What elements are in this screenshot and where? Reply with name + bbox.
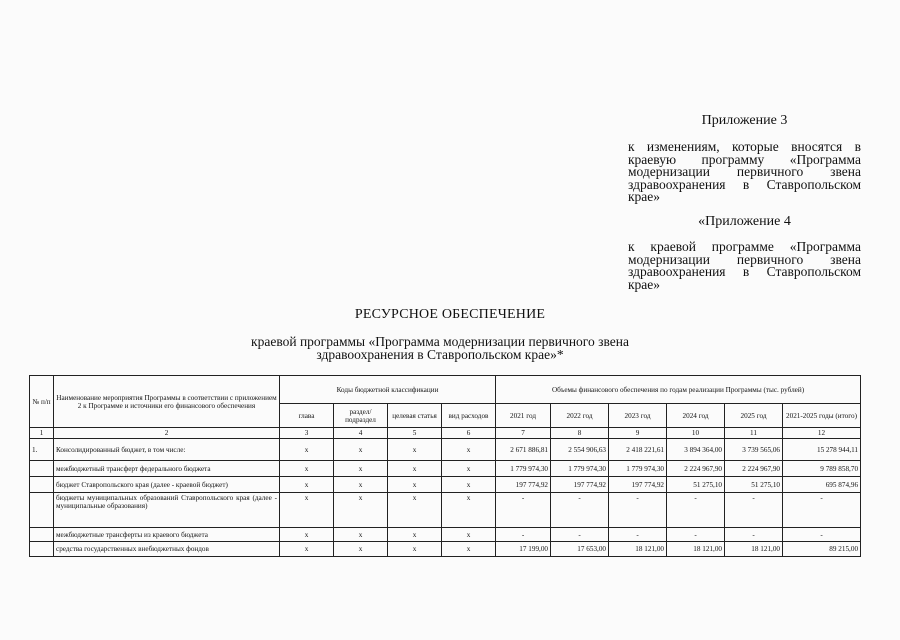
col-num: 3 <box>280 428 334 439</box>
row-value: - <box>551 493 609 528</box>
col-num: 8 <box>551 428 609 439</box>
row-code: х <box>388 542 442 557</box>
row-name: бюджеты муниципальных образований Ставропольского края (далее - муниципальные образования) <box>54 493 280 528</box>
row-value: 2 554 906,63 <box>551 439 609 461</box>
row-value: 197 774,92 <box>609 477 667 493</box>
row-code: х <box>388 461 442 477</box>
row-value: 18 121,00 <box>609 542 667 557</box>
row-num: 1. <box>30 439 54 461</box>
row-code: х <box>442 542 496 557</box>
subtitle-line-2: здравоохранения в Ставропольском крае»* <box>316 347 564 362</box>
row-code: х <box>388 439 442 461</box>
row-value: - <box>609 493 667 528</box>
row-value: - <box>551 528 609 542</box>
column-number-row <box>30 428 861 439</box>
row-num <box>30 493 54 528</box>
col-num: 1 <box>30 428 54 439</box>
row-code: х <box>334 528 388 542</box>
appendix-title: Приложение 3 <box>701 113 788 128</box>
table-row <box>30 528 861 542</box>
row-value: 197 774,92 <box>496 477 551 493</box>
row-code: х <box>442 477 496 493</box>
row-value: 2 224 967,90 <box>725 461 783 477</box>
header-row-top <box>30 376 861 404</box>
row-code: х <box>388 528 442 542</box>
document-title: РЕСУРСНОЕ ОБЕСПЕЧЕНИЕ <box>354 307 546 322</box>
row-code: х <box>280 542 334 557</box>
header-sub: 2021-2025 годы (итого) <box>783 404 861 428</box>
row-value: 17 653,00 <box>551 542 609 557</box>
row-name: межбюджетный трансферт федерального бюджета <box>54 461 280 477</box>
row-value: 3 894 364,00 <box>667 439 725 461</box>
header-name: Наименование мероприятия Программы в соответствии с приложением 2 к Программе и источники его финансового обеспечения <box>54 376 280 428</box>
row-name: межбюджетные трансферты из краевого бюджета <box>54 528 280 542</box>
col-num: 4 <box>334 428 388 439</box>
row-code: х <box>334 461 388 477</box>
row-value: 2 224 967,90 <box>667 461 725 477</box>
row-code: х <box>334 439 388 461</box>
row-value: - <box>496 493 551 528</box>
row-value: 1 779 974,30 <box>551 461 609 477</box>
row-value: 1 779 974,30 <box>496 461 551 477</box>
row-name: Консолидированный бюджет, в том числе: <box>54 439 280 461</box>
row-value: 51 275,10 <box>725 477 783 493</box>
table-row <box>30 493 861 528</box>
row-code: х <box>334 477 388 493</box>
row-code: х <box>334 493 388 528</box>
row-value: 1 779 974,30 <box>609 461 667 477</box>
row-num <box>30 542 54 557</box>
row-value: 18 121,00 <box>725 542 783 557</box>
subtitle-line-1: краевой программы «Программа модернизации первичного звена <box>251 334 629 349</box>
col-num: 5 <box>388 428 442 439</box>
header-sub: 2021 год <box>496 404 551 428</box>
table-row <box>30 542 861 557</box>
header-volumes: Объемы финансового обеспечения по годам реализации Программы (тыс. рублей) <box>496 376 861 404</box>
header-sub: 2024 год <box>667 404 725 428</box>
appendix-subtext: к краевой программе «Программа модернизации первичного звена здравоохранения в Ставропольском крае» <box>628 239 861 292</box>
header-sub: вид расходов <box>442 404 496 428</box>
appendix-subtitle: «Приложение 4 <box>698 214 791 229</box>
row-code: х <box>388 493 442 528</box>
header-sub: целевая статья <box>388 404 442 428</box>
appendix-text: к изменениям, которые вносятся в краевую программу «Программа модернизации первичного звена здравоохранения в Ставропольском крае» <box>628 139 861 204</box>
row-value: 17 199,00 <box>496 542 551 557</box>
row-code: х <box>442 493 496 528</box>
header-sub: 2025 год <box>725 404 783 428</box>
row-value: 89 215,00 <box>783 542 861 557</box>
row-value: 51 275,10 <box>667 477 725 493</box>
col-num: 7 <box>496 428 551 439</box>
row-code: х <box>334 542 388 557</box>
row-code: х <box>280 439 334 461</box>
col-num: 11 <box>725 428 783 439</box>
header-codes: Коды бюджетной классификации <box>280 376 496 404</box>
document-subtitle <box>220 335 660 361</box>
row-code: х <box>442 461 496 477</box>
row-value: 9 789 858,70 <box>783 461 861 477</box>
header-num: № п/п <box>30 376 54 428</box>
row-name: бюджет Ставропольского края (далее - краевой бюджет) <box>54 477 280 493</box>
col-num: 2 <box>54 428 280 439</box>
row-value: 695 874,96 <box>783 477 861 493</box>
header-sub: глава <box>280 404 334 428</box>
col-num: 10 <box>667 428 725 439</box>
row-value: - <box>609 528 667 542</box>
row-value: 197 774,92 <box>551 477 609 493</box>
row-value: - <box>496 528 551 542</box>
table-row <box>30 477 861 493</box>
row-value: - <box>725 528 783 542</box>
table-row <box>30 439 861 461</box>
row-value: - <box>667 493 725 528</box>
col-num: 6 <box>442 428 496 439</box>
row-value: - <box>783 493 861 528</box>
header-sub: 2023 год <box>609 404 667 428</box>
row-code: х <box>280 528 334 542</box>
row-value: 2 671 886,81 <box>496 439 551 461</box>
header-sub: раздел/ подраздел <box>334 404 388 428</box>
row-code: х <box>442 528 496 542</box>
row-num <box>30 528 54 542</box>
row-num <box>30 461 54 477</box>
row-value: - <box>783 528 861 542</box>
row-value: 15 278 944,11 <box>783 439 861 461</box>
resource-table <box>29 375 861 557</box>
col-num: 12 <box>783 428 861 439</box>
row-code: х <box>280 461 334 477</box>
row-value: 3 739 565,06 <box>725 439 783 461</box>
row-code: х <box>280 477 334 493</box>
row-value: 2 418 221,61 <box>609 439 667 461</box>
row-code: х <box>280 493 334 528</box>
row-value: - <box>667 528 725 542</box>
row-code: х <box>388 477 442 493</box>
header-sub: 2022 год <box>551 404 609 428</box>
row-name: средства государственных внебюджетных фондов <box>54 542 280 557</box>
row-value: 18 121,00 <box>667 542 725 557</box>
row-value: - <box>725 493 783 528</box>
col-num: 9 <box>609 428 667 439</box>
row-code: х <box>442 439 496 461</box>
table-row <box>30 461 861 477</box>
row-num <box>30 477 54 493</box>
